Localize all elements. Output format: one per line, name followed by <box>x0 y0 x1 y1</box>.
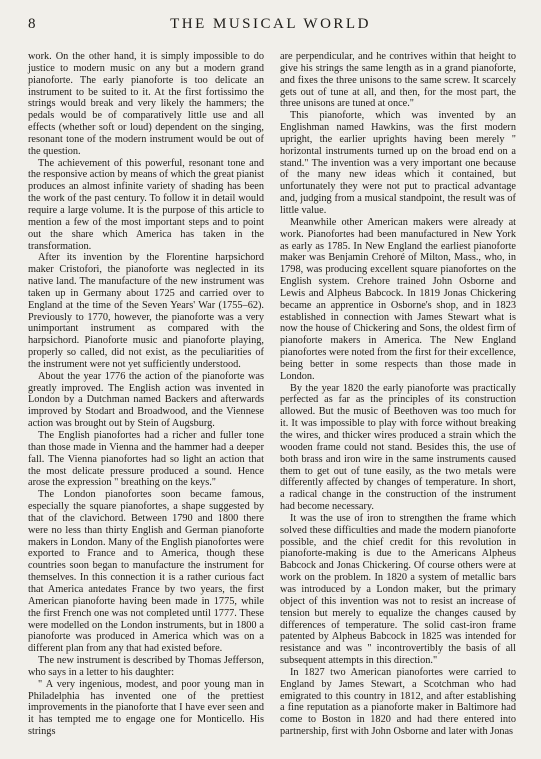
quoted-paragraph: " A very ingenious, modest, and poor young man in Philadelphia has invented one of the prettiest improvements in the pianoforte that I have ever seen and it has tempted me to engage one for Monticello. His strings <box>28 678 264 738</box>
paragraph: This pianoforte, which was invented by an Englishman named Hawkins, was the first modern upright, the earlier uprights having been merely " horizontal instruments turned up on the broad end on a stand." The invention was a very important one because of the many new ideas which it contained, but unfortunately they were not put to practical advantage and, judging from a musical standpoint, the result was of little value. <box>280 110 516 216</box>
paragraph: After its invention by the Florentine harpsichord maker Cristofori, the pianoforte was neglected in its native land. The manufacture of the new instrument was taken up in Germany about 1725 and carried over to England at the time of the Seven Years' War (1755–62). Previously to 1770, however, the pianoforte was a very unimportant instrument as compared with the harpsichord. Pianoforte music and pianoforte playing, properly so called, did not exist, as the peculiarities of the instrument were not yet sufficiently understood. <box>28 252 264 370</box>
running-header <box>0 16 541 46</box>
paragraph: By the year 1820 the early pianoforte was practically perfected as far as the principles of its construction allowed. But the music of Beethoven was too much for it. It was impossible to play with force without breaking the wires, and thicker wires produced a strain which the wooden frame could not stand. Besides this, the use of both brass and iron wire in the same instruments caused them to get out of tune easily, as the two metals were differently affected by changes of temperature. In short, a radical change in the construction of the instrument had become necessary. <box>280 382 516 513</box>
right-column <box>280 51 516 738</box>
paragraph: It was the use of iron to strengthen the frame which solved these difficulties and made the modern pianoforte possible, and the chief credit for this revolution in pianoforte-making is due to the Americans Alpheus Babcock and Jonas Chickering. Of course others were at work on the problem. In 1820 a system of metallic bars was introduced by a London maker, but the primary object of this invention was not to resist an increase of tension but merely to equalize the changes caused by differences of temperature. The solid cast-iron frame patented by Alpheus Babcock in 1825 was intended for resistance and was " incontrovertibly the basis of all subsequent attempts in this direction." <box>280 512 516 667</box>
paragraph: work. On the other hand, it is simply impossible to do justice to modern music on any but a modern grand pianoforte. The early pianoforte is too delicate an instrument to be suited to it. At the first fortissimo the strings would break and very likely the hammers; the pedals would be of comparatively little use and all effects (whether soft or loud) dependent on the singing, resonant tone of the modern instrument would be out of the question. <box>28 51 264 157</box>
paragraph: Meanwhile other American makers were already at work. Pianofortes had been manufactured in New York as early as 1785. In New England the earliest pianoforte maker was Benjamin Crehoré of Milton, Mass., who, in 1798, was producing excellent square pianofortes on the English system. Crehore trained John Osborne and Lewis and Alpheus Babcock. In 1819 Jonas Chickering became an apprentice in Osborne's shop, and in 1823 established in connection with James Stewart what is now the house of Chickering and Sons, the oldest firm of pianoforte makers in America. The New England pianofortes were noted from the first for their excellence, being better in some respects than those made in London. <box>280 216 516 382</box>
paragraph: In 1827 two American pianofortes were carried to England by James Stewart, a Scotchman who had emigrated to this country in 1812, and after establishing a fine reputation as a pianoforte maker in Baltimore had come to Boston in 1820 and had there entered into partnership, first with John Osborne and later with Jonas <box>280 666 516 738</box>
paragraph: The achievement of this powerful, resonant tone and the responsive action by means of which the great pianist produces an almost infinite variety of shading has been the work of the past century. To follow it in detail would require a large volume. It is the purpose of this article to mention a few of the most important steps and to point out the share which America has taken in the transformation. <box>28 157 264 252</box>
page-number: 8 <box>28 16 36 32</box>
paragraph: About the year 1776 the action of the pianoforte was greatly improved. The English action was invented in London by a Dutchman named Backers and afterwards improved by Stodart and Broadwood, and the Viennese action was brought out by Stein of Augsburg. <box>28 370 264 430</box>
paragraph: are perpendicular, and he contrives within that height to give his strings the same length as in a grand pianoforte, and fixes the three unisons to the same screw. It scarcely gets out of tune at all, and then, for the most part, the three unisons are tuned at once." <box>280 51 516 110</box>
paragraph: The London pianofortes soon became famous, especially the square pianofortes, a shape suggested by that of the clavichord. Between 1790 and 1800 there were no less than thirty English and German pianoforte makers in London. Many of the English pianofortes were exported to France and to America, though these countries soon began to manufacture the instrument for themselves. In this connection it is a rather curious fact that America antedates France by two years, the first American pianoforte having been made in 1775, while the first French one was not completed until 1777. These were modelled on the London instruments, but in 1800 a pianoforte was produced in America which was on a different plan from any that had existed before. <box>28 489 264 655</box>
left-column <box>28 51 264 738</box>
paragraph: The English pianofortes had a richer and fuller tone than those made in Vienna and the hammer had a deeper fall. The Vienna pianofortes had so light an action that the most delicate pressure produced a sound. Hence arose the expression " breathing on the keys." <box>28 430 264 489</box>
running-title: THE MUSICAL WORLD <box>170 16 371 32</box>
paragraph: The new instrument is described by Thomas Jefferson, who says in a letter to his daughter: <box>28 655 264 678</box>
